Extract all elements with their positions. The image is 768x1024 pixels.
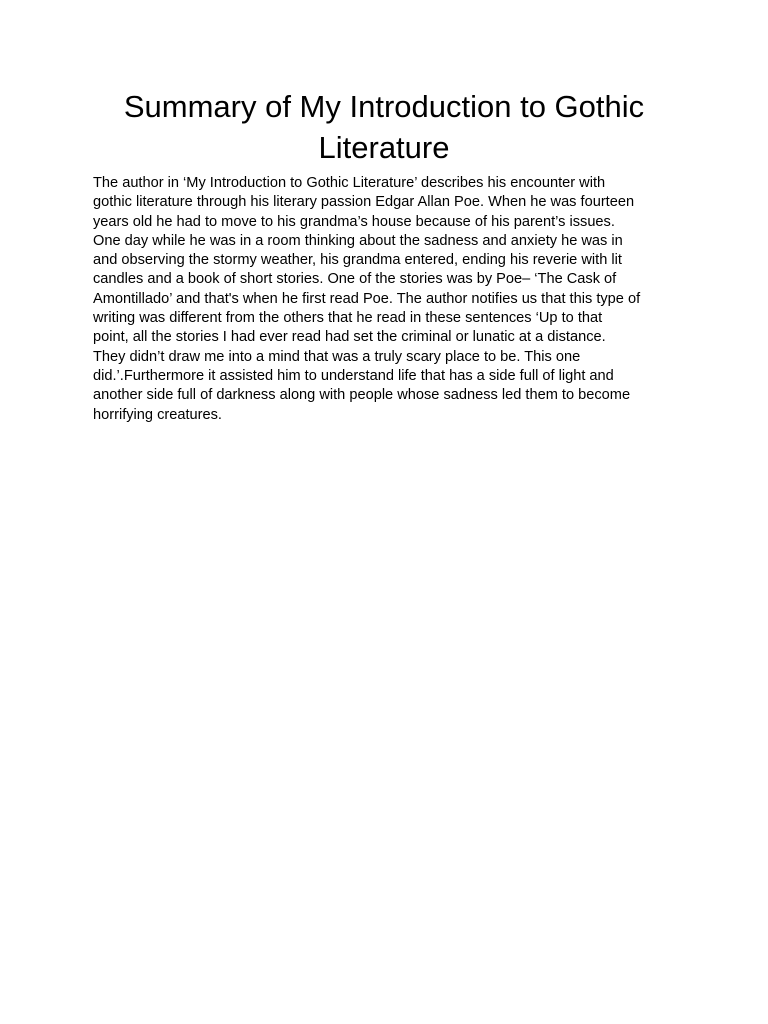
paragraph-line: another side full of darkness along with people whose sadness led them to become (93, 387, 631, 404)
title-line: Summary of My Introduction to Gothic (123, 89, 645, 124)
paragraph-line: and observing the stormy weather, his grandma entered, ending his reverie with lit (93, 252, 622, 269)
paragraph-line: did.’.Furthermore it assisted him to understand life that has a side full of light and (93, 367, 614, 384)
document-title (60, 86, 708, 168)
paragraph-line: point, all the stories I had ever read had set the criminal or lunatic at a distance. (93, 329, 606, 346)
paragraph-line: One day while he was in a room thinking about the sadness and anxiety he was in (93, 232, 623, 249)
summary-paragraph (93, 174, 693, 425)
paragraph-line: years old he had to move to his grandma’s house because of his parent’s issues. (93, 213, 615, 230)
title-line: Literature (318, 130, 450, 165)
paragraph-line: gothic literature through his literary passion Edgar Allan Poe. When he was fourteen (93, 194, 635, 211)
paragraph-line: They didn’t draw me into a mind that was a truly scary place to be. This one (93, 348, 581, 365)
paragraph-line: writing was different from the others that he read in these sentences ‘Up to that (93, 310, 603, 327)
paragraph-line: Amontillado’ and that's when he first read Poe. The author notifies us that this type of (93, 290, 641, 307)
paragraph-line: The author in ‘My Introduction to Gothic Literature’ describes his encounter with (93, 175, 606, 191)
paragraph-line: horrifying creatures. (93, 406, 222, 423)
paragraph-line: candles and a book of short stories. One of the stories was by Poe– ‘The Cask of (93, 271, 617, 288)
